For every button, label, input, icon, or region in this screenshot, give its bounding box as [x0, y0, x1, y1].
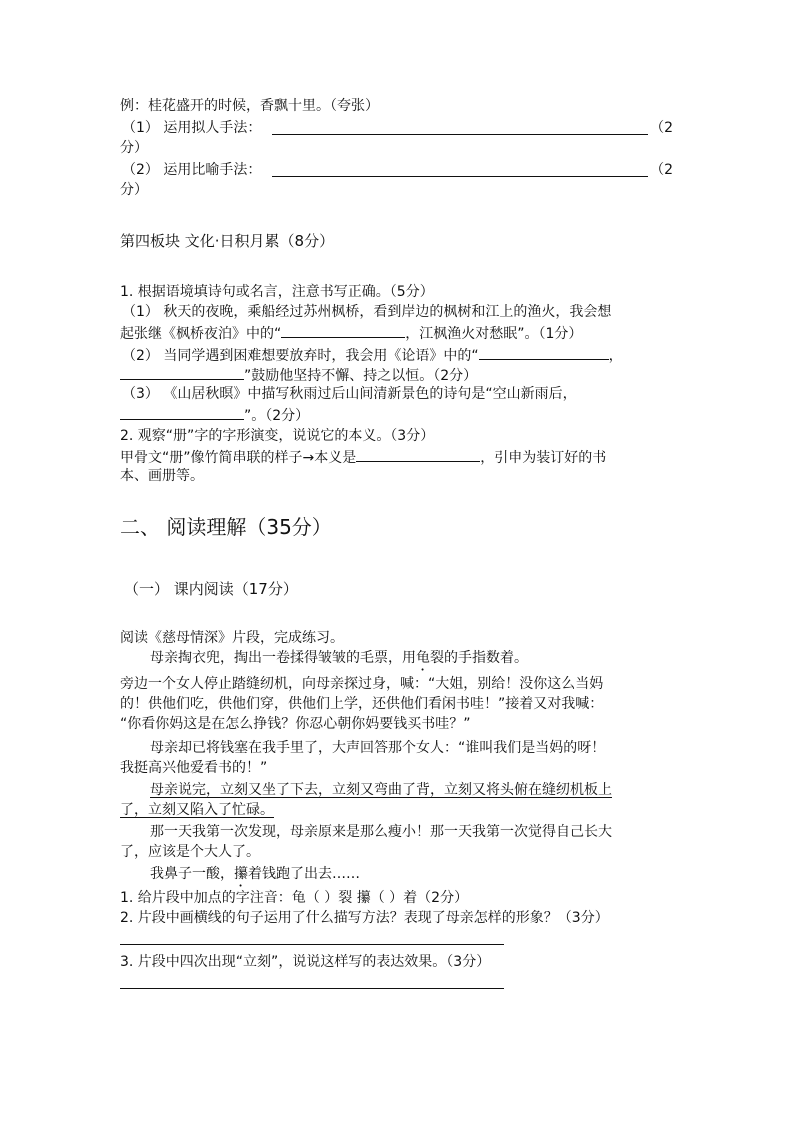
answer-line-reading-q2[interactable] [120, 944, 504, 945]
reading-para3-l2: 我挺高兴他爱看书的！” [120, 760, 268, 776]
reading-para1 [150, 648, 528, 674]
s4-q1-p3-line1: （3） 《山居秋暝》中描写秋雨过后山间清新景色的诗句是“空山新雨后， [122, 386, 577, 402]
reading-para2-l2: 的！供他们吃，供他们穿，供他们上学，还供他们看闲书哇！”接着又对我喊： [120, 696, 604, 712]
para1-pre: 母亲掏衣兜，掏出一卷揉得皱皱的毛票，用 [150, 650, 416, 666]
reading-para2-l1: 旁边一个女人停止踏缝纫机，向母亲探过身，喊：“大姐，别给！没你这么当妈 [120, 676, 604, 692]
para1-post: 裂的手指数着。 [430, 650, 528, 666]
example-text: 例：桂花盛开的时候，香飘十里。（夸张） [120, 98, 379, 114]
s4-q2-pre: 甲骨文“册”像竹简串联的样子→本义是 [120, 450, 357, 466]
s4-q2-post: ，引申为装订好的书 [480, 450, 607, 466]
s4-q1-p2-line2 [120, 364, 477, 386]
blank-lunyu-1[interactable] [479, 344, 609, 360]
blank-shanju[interactable] [120, 404, 244, 420]
s4-q1-p1-post: ，江枫渔火对愁眠”。（1分） [405, 326, 583, 342]
reading-q3: 3. 片段中四次出现“立刻”，说说这样写的表达效果。（3分） [120, 954, 491, 970]
example-q1-score-close: 分） [120, 140, 148, 156]
blank-ce-meaning[interactable] [356, 446, 480, 462]
blank-fengqiao[interactable] [281, 322, 405, 338]
para6-pre: 我鼻子一酸， [150, 866, 234, 882]
section4-title: 第四板块 文化·日积月累（8分） [120, 232, 335, 250]
reading-para5-l1: 那一天我第一次发现，母亲原来是那么瘦小！那一天我第一次觉得自己长大 [150, 824, 612, 840]
para6-post: 着钱跑了出去…… [248, 866, 360, 882]
s4-q1-p1-pre: 起张继《枫桥夜泊》中的“ [120, 326, 282, 342]
reading-para6 [150, 864, 360, 890]
answer-line-reading-q3[interactable] [120, 988, 504, 989]
example-q1-label: （1） 运用拟人手法： [122, 120, 262, 136]
reading-intro: 阅读《慈母情深》片段，完成练习。 [120, 630, 344, 646]
part2-sub1: （一） 课内阅读（17分） [124, 580, 298, 598]
reading-para4-l2-underlined: 了，立刻又陷入了忙碌。 [120, 802, 274, 818]
answer-line-q1[interactable] [272, 134, 648, 135]
example-q2-label: （2） 运用比喻手法： [122, 162, 262, 178]
s4-q1-p1-line1: （1） 秋天的夜晚，乘船经过苏州枫桥，看到岸边的枫树和江上的渔火，我会想 [122, 304, 612, 320]
reading-para4-l1-underlined: 母亲说完，立刻又坐了下去，立刻又弯曲了背，立刻又将头俯在缝纫机板上 [150, 782, 612, 798]
s4-q1-p3-post: ”。（2分） [244, 408, 310, 424]
answer-line-q2[interactable] [272, 176, 648, 177]
example-q2-score-close: 分） [120, 182, 148, 198]
s4-q1-p2-line1 [122, 344, 623, 366]
s4-q1-p1-line2 [120, 322, 582, 344]
blank-lunyu-2[interactable] [120, 364, 244, 380]
s4-q2-line1 [120, 446, 606, 468]
s4-q1-p2-post: ”鼓励他坚持不懈、持之以恒。（2分） [244, 368, 478, 384]
reading-para2-l3: “你看你妈这是在怎么挣钱？你忍心朝你妈要钱买书哇？” [120, 716, 471, 732]
s4-q1-stem: 1. 根据语境填诗句或名言，注意书写正确。（5分） [120, 284, 434, 300]
example-q1-score-open: （2 [650, 120, 673, 136]
dotted-char-gui: 龟 [416, 650, 430, 666]
dotted-char-zuan: 攥 [234, 866, 248, 882]
reading-para5-l2: 了，应该是个大人了。 [120, 844, 260, 860]
reading-para3-l1: 母亲却已将钱塞在我手里了，大声回答那个女人：“谁叫我们是当妈的呀！ [150, 740, 606, 756]
s4-q1-p2-mid: ， [608, 348, 623, 364]
reading-q2: 2. 片段中画横线的句子运用了什么描写方法？表现了母亲怎样的形象？（3分） [120, 910, 609, 926]
s4-q1-p3-line2 [120, 404, 309, 426]
example-q2-score-open: （2 [650, 162, 673, 178]
part2-title: 二、 阅读理解（35分） [120, 515, 332, 539]
s4-q2-line2: 本、画册等。 [120, 468, 204, 484]
reading-q1: 1. 给片段中加点的字注音：龟（ ）裂 攥（ ）着（2分） [120, 890, 469, 906]
s4-q1-p2-pre: （2） 当同学遇到困难想要放弃时，我会用《论语》中的“ [122, 348, 479, 364]
s4-q2-stem: 2. 观察“册”字的字形演变，说说它的本义。（3分） [120, 428, 435, 444]
